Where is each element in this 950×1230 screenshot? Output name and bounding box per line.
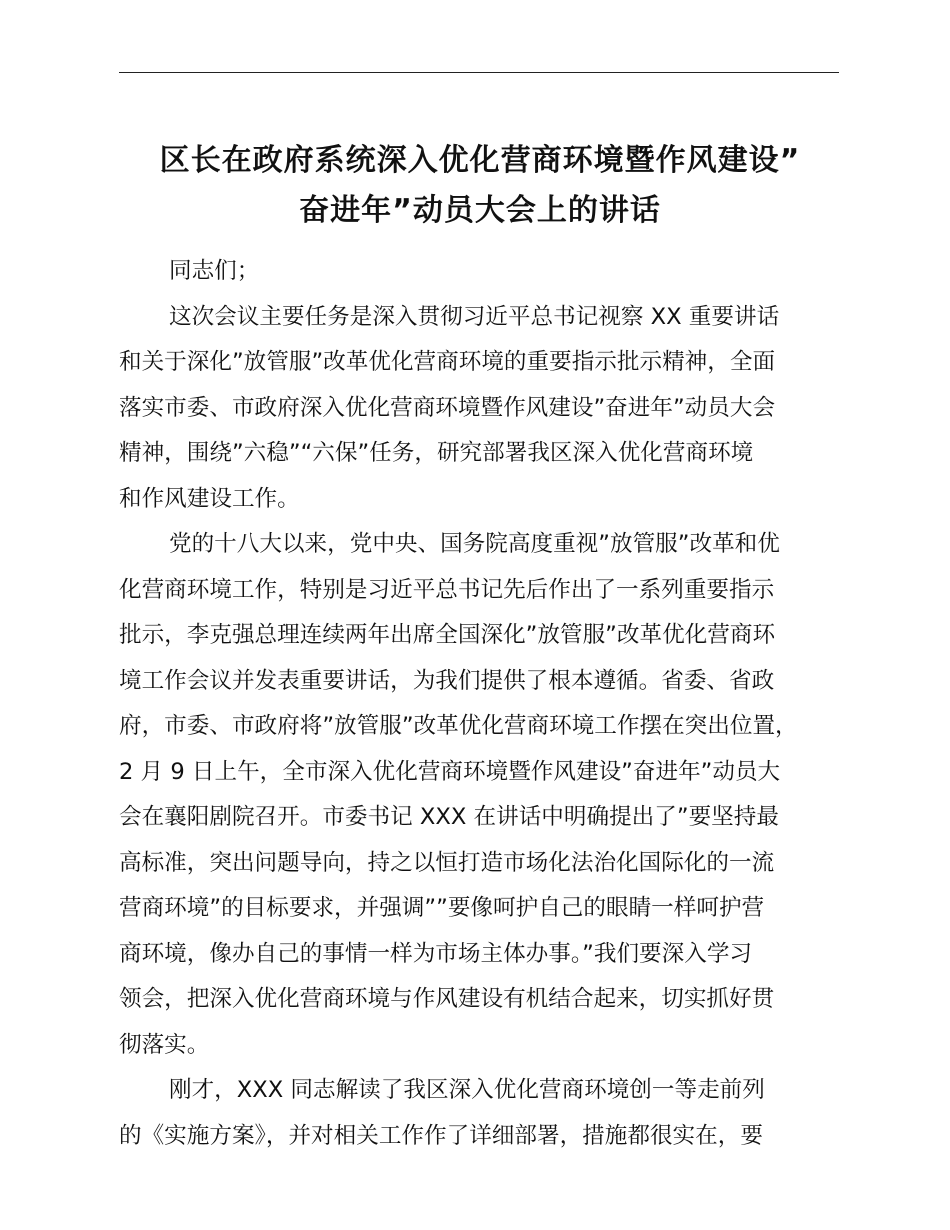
text-line: 领会，把深入优化营商环境与作风建设有机结合起来，切实抓好贯: [119, 986, 775, 1012]
text-line: 同志们；: [169, 258, 260, 284]
text-line: 党的十八大以来，党中央、国务院高度重视”放管服”改革和优: [169, 531, 780, 557]
title-line: 奋进年”动员大会上的讲话: [299, 193, 661, 228]
text-line: 刚才，XXX 同志解读了我区深入优化营商环境创一等走前列: [169, 1077, 765, 1103]
text-line: 营商环境”的目标要求，并强调””要像呵护自己的眼睛一样呵护营: [119, 895, 765, 921]
paragraph-meeting-task: [119, 295, 849, 523]
text-line: 和关于深化”放管服”改革优化营商环境的重要指示批示精神，全面: [119, 349, 776, 375]
header-rule: [119, 72, 839, 73]
text-line: 落实市委、市政府深入优化营商环境暨作风建设”奋进年”动员大会: [119, 394, 776, 421]
text-line: 会在襄阳剧院召开。市委书记 XXX 在讲话中明确提出了”要坚持最: [119, 804, 779, 830]
text-line: 府，市委、市政府将”放管服”改革优化营商环境工作摆在突出位置，: [119, 713, 798, 739]
paragraph-salutation: [119, 249, 849, 295]
text-line: 2 月 9 日上午，全市深入优化营商环境暨作风建设”奋进年”动员大: [119, 758, 781, 785]
text-line: 精神，围绕”六稳”“六保”任务，研究部署我区深入优化营商环境: [119, 440, 754, 466]
text-line: 批示，李克强总理连续两年出席全国深化”放管服”改革优化营商环: [119, 622, 776, 648]
paragraph-background: [119, 522, 849, 1068]
text-line: 这次会议主要任务是深入贯彻习近平总书记视察 XX 重要讲话: [169, 303, 780, 330]
text-line: 高标准，突出问题导向，持之以恒打造市场化法治化国际化的一流: [119, 849, 775, 876]
text-line: 和作风建设工作。: [119, 485, 300, 512]
text-line: 化营商环境工作，特别是习近平总书记先后作出了一系列重要指示: [119, 576, 775, 603]
document-body: [119, 249, 849, 1159]
title-line: 区长在政府系统深入优化营商环境暨作风建设”: [159, 143, 801, 178]
text-line: 商环境，像办自己的事情一样为市场主体办事。”我们要深入学习: [119, 940, 753, 967]
paragraph-implementation: [119, 1068, 849, 1159]
text-line: 的《实施方案》，并对相关工作作了详细部署，措施都很实在，要: [119, 1122, 763, 1149]
document-title: [100, 136, 860, 236]
text-line: 境工作会议并发表重要讲话，为我们提供了根本遵循。省委、省政: [119, 667, 775, 694]
text-line: 彻落实。: [119, 1031, 210, 1058]
